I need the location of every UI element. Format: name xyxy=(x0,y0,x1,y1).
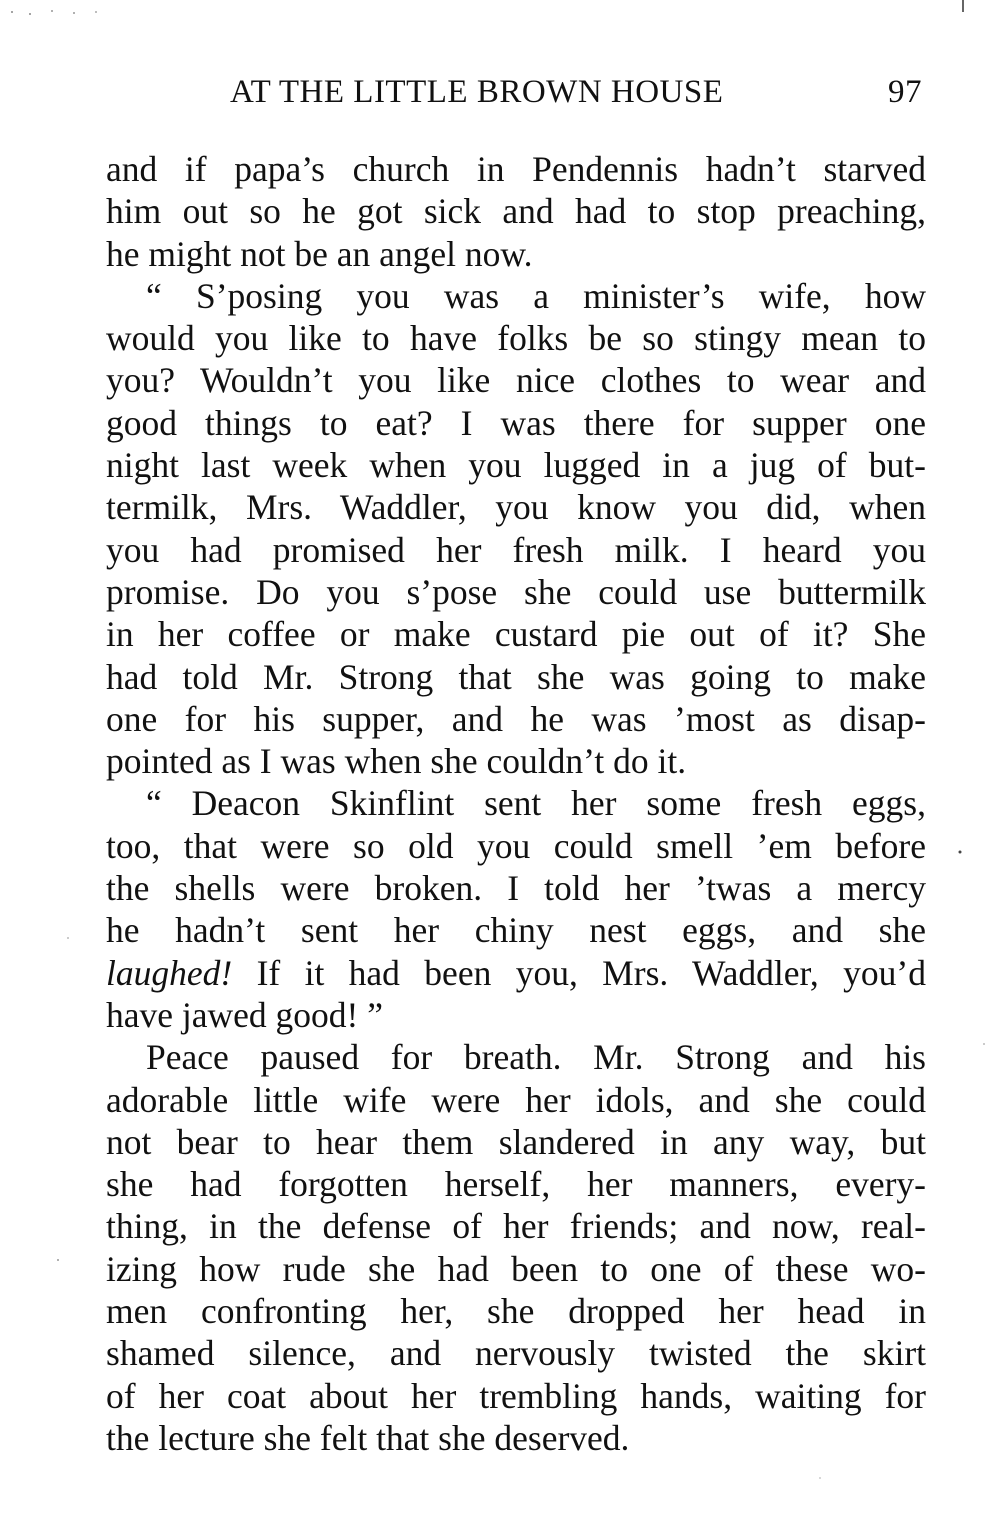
text-line: he hadn’t sent her chiny nest eggs, and she xyxy=(106,910,926,951)
text-line: and if papa’s church in Pendennis hadn’t starved xyxy=(106,149,926,189)
text-line: would you like to have folks be so stingy mean to xyxy=(106,318,926,359)
text-line: the lecture she felt that she deserved. xyxy=(106,1417,630,1458)
italic-word: laughed! xyxy=(106,952,233,993)
text-line: termilk, Mrs. Waddler, you know you did, when xyxy=(106,487,926,528)
page-number: 97 xyxy=(888,74,922,110)
text-line: not bear to hear them slandered in any way, but xyxy=(106,1121,926,1162)
text-line: had told Mr. Strong that she was going to make xyxy=(106,656,926,697)
text-line: the shells were broken. I told her ’twas a mercy xyxy=(106,868,926,909)
text-line: promise. Do you s’pose she could use buttermilk xyxy=(106,571,926,612)
text-line: you? Wouldn’t you like nice clothes to wear and xyxy=(106,360,926,401)
text-line-with-italic xyxy=(106,952,926,994)
text-line: “ Deacon Skinflint sent her some fresh eggs, xyxy=(146,783,926,824)
text-line: men confronting her, she dropped her head in xyxy=(106,1291,926,1332)
running-title: AT THE LITTLE BROWN HOUSE xyxy=(230,74,724,110)
body-text xyxy=(106,148,926,1459)
text-line: of her coat about her trembling hands, waiting for xyxy=(106,1375,926,1416)
text-line: izing how rude she had been to one of these wo- xyxy=(106,1248,926,1289)
text-line: have jawed good! ” xyxy=(106,994,383,1035)
running-head xyxy=(108,74,926,118)
text-line: you had promised her fresh milk. I heard you xyxy=(106,529,926,570)
text-line: one for his supper, and he was ’most as disap- xyxy=(106,698,926,739)
text-line: shamed silence, and nervously twisted the skirt xyxy=(106,1333,926,1374)
text-line: in her coffee or make custard pie out of it? She xyxy=(106,614,926,655)
line-remainder: If it had been you, Mrs. Waddler, you’d xyxy=(232,952,926,993)
text-line: Peace paused for breath. Mr. Strong and his xyxy=(146,1037,926,1078)
text-line: night last week when you lugged in a jug of but- xyxy=(106,445,926,486)
text-line: pointed as I was when she couldn’t do it. xyxy=(106,741,687,782)
text-line: he might not be an angel now. xyxy=(106,233,533,274)
text-line: good things to eat? I was there for supper one xyxy=(106,402,926,443)
text-line: thing, in the defense of her friends; and now, real- xyxy=(106,1206,926,1247)
text-line: she had forgotten herself, her manners, every- xyxy=(106,1164,926,1205)
text-line: too, that were so old you could smell ’em before xyxy=(106,825,926,866)
text-line: him out so he got sick and had to stop preaching, xyxy=(106,191,926,232)
text-line: “ S’posing you was a minister’s wife, how xyxy=(146,275,926,316)
text-line: adorable little wife were her idols, and she could xyxy=(106,1079,926,1120)
